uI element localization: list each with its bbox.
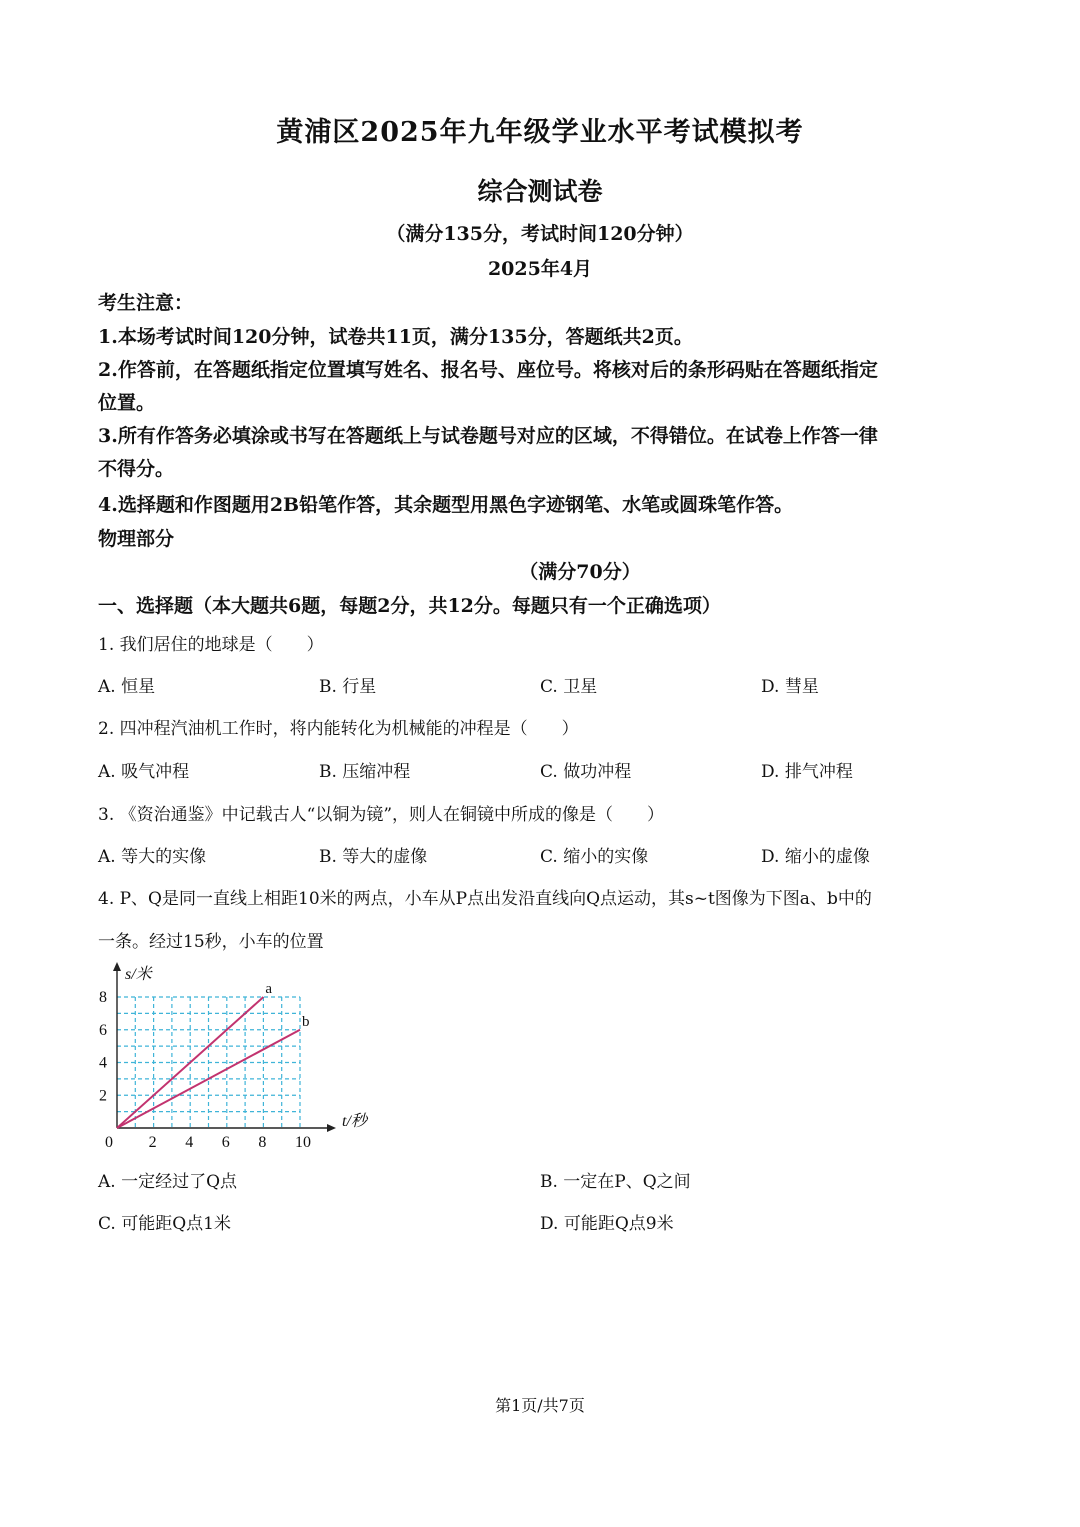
option-c[interactable]: C. 做功冲程 xyxy=(540,762,632,782)
option-b[interactable]: B. 压缩冲程 xyxy=(319,762,411,782)
x-tick-label: 8 xyxy=(258,1134,267,1151)
y-tick-label: 4 xyxy=(99,1054,107,1072)
notice-item: 2.作答前，在答题纸指定位置填写姓名、报名号、座位号。将核对后的条形码贴在答题纸指定 xyxy=(98,359,878,381)
option-b[interactable]: B. 行星 xyxy=(319,677,377,697)
y-axis-label: s/米 xyxy=(125,966,152,983)
x-axis-arrow xyxy=(327,1124,336,1132)
score-time: （满分135分，考试时间120分钟） xyxy=(386,223,694,245)
option-a[interactable]: A. 一定经过了Q点 xyxy=(98,1172,238,1192)
exam-date: 2025年4月 xyxy=(487,258,593,280)
x-tick-label: 10 xyxy=(295,1134,311,1151)
section-name: 物理部分 xyxy=(98,528,175,550)
y-tick-label: 2 xyxy=(99,1087,107,1105)
option-c[interactable]: C. 可能距Q点1米 xyxy=(98,1214,231,1234)
question-stem: 2. 四冲程汽油机工作时，将内能转化为机械能的冲程是（ ） xyxy=(98,719,579,739)
option-d[interactable]: D. 缩小的虚像 xyxy=(761,847,870,867)
notice-item: 3.所有作答务必填涂或书写在答题纸上与试卷题号对应的区域，不得错位。在试卷上作答一律 xyxy=(98,425,878,447)
x-tick-label: 0 xyxy=(105,1134,113,1151)
option-b[interactable]: B. 一定在P、Q之间 xyxy=(540,1172,691,1192)
option-d[interactable]: D. 彗星 xyxy=(761,677,819,697)
exam-title: 黄浦区2025年九年级学业水平考试模拟考 xyxy=(276,117,804,148)
question-stem: 1. 我们居住的地球是（ ） xyxy=(98,635,324,655)
notice-item: 位置。 xyxy=(98,392,156,414)
notice-item: 1.本场考试时间120分钟，试卷共11页，满分135分，答题纸共2页。 xyxy=(98,326,693,348)
question-stem-cont: 一条。经过15秒，小车的位置 xyxy=(98,932,324,952)
option-c[interactable]: C. 缩小的实像 xyxy=(540,847,649,867)
exam-subtitle: 综合测试卷 xyxy=(477,177,603,206)
option-a[interactable]: A. 等大的实像 xyxy=(98,847,207,867)
notice-heading: 考生注意： xyxy=(98,292,194,314)
section-score: （满分70分） xyxy=(519,561,641,583)
x-axis-label: t/秒 xyxy=(342,1113,367,1130)
option-d[interactable]: D. 排气冲程 xyxy=(761,762,853,782)
x-tick-label: 2 xyxy=(148,1134,157,1151)
series-label-b: b xyxy=(302,1013,310,1030)
question-stem: 4. P、Q是同一直线上相距10米的两点，小车从P点出发沿直线向Q点运动，其s~t图像为下图a、b中的 xyxy=(98,889,872,909)
y-tick-label: 6 xyxy=(99,1021,107,1039)
section-heading: 一、选择题（本大题共6题，每题2分，共12分。每题只有一个正确选项） xyxy=(98,595,721,617)
option-a[interactable]: A. 恒星 xyxy=(98,677,156,697)
option-a[interactable]: A. 吸气冲程 xyxy=(98,762,190,782)
y-tick-label: 8 xyxy=(99,989,107,1006)
notice-item: 4.选择题和作图题用2B铅笔作答，其余题型用黑色字迹钢笔、水笔或圆珠笔作答。 xyxy=(98,494,794,516)
st-chart xyxy=(90,960,390,1160)
option-b[interactable]: B. 等大的虚像 xyxy=(319,847,428,867)
question-stem: 3. 《资治通鉴》中记载古人“以铜为镜”，则人在铜镜中所成的像是（ ） xyxy=(98,805,665,825)
x-tick-label: 6 xyxy=(221,1134,230,1151)
option-d[interactable]: D. 可能距Q点9米 xyxy=(540,1214,674,1234)
page-footer: 第1页/共7页 xyxy=(495,1396,585,1415)
option-c[interactable]: C. 卫星 xyxy=(540,677,598,697)
notice-item: 不得分。 xyxy=(98,458,175,480)
series-label-a: a xyxy=(265,981,273,997)
x-tick-label: 4 xyxy=(185,1134,194,1151)
y-axis-arrow xyxy=(113,962,121,971)
